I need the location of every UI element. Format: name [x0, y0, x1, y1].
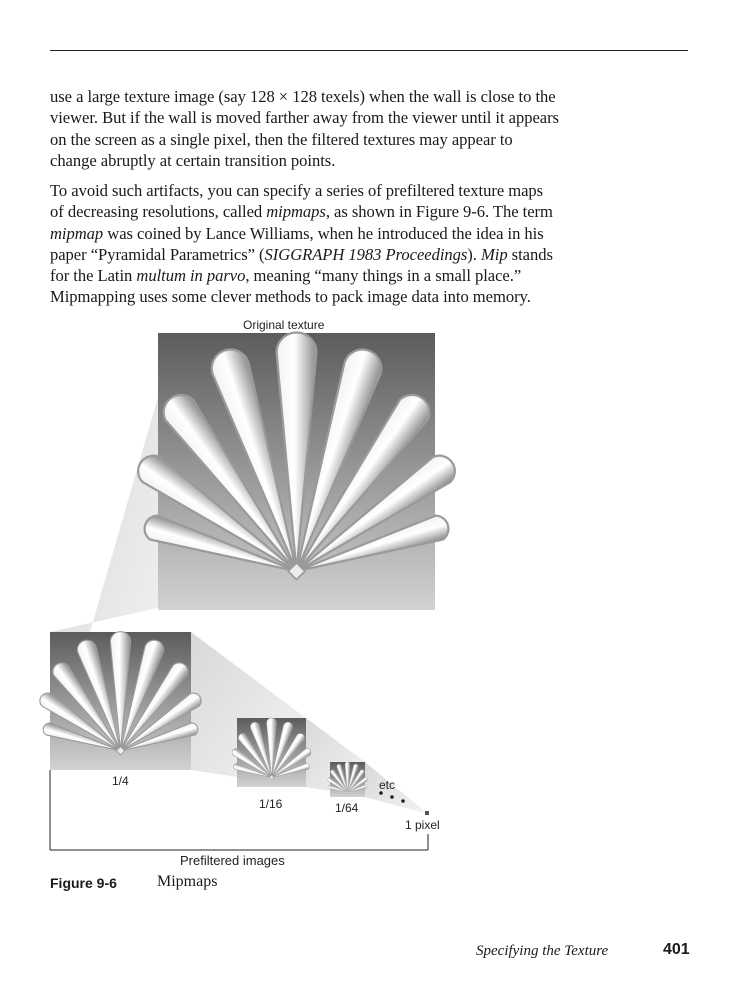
etc-dot — [390, 795, 394, 799]
paragraph-2-line: mipmap was coined by Lance Williams, when he introduced the idea in his — [50, 223, 544, 243]
latin-phrase: multum in parvo — [136, 266, 246, 286]
texture-level-1-4 — [37, 632, 204, 770]
etc-label: etc — [379, 778, 396, 792]
paragraph-2-line: Mipmapping uses some clever methods to pack image data into memory. — [50, 287, 531, 307]
level-label-1-64: 1/64 — [335, 801, 359, 815]
paragraph-2-line: paper “Pyramidal Parametrics” (SIGGRAPH 1983 Proceedings). Mip stands — [50, 244, 553, 264]
paragraph-1-line: change abruptly at certain transition points. — [50, 150, 336, 170]
paragraph-1-line: use a large texture image (say 128 × 128 texels) when the wall is close to the — [50, 87, 556, 106]
term-mipmaps: mipmaps — [266, 202, 326, 222]
one-pixel-label: 1 pixel — [405, 818, 440, 832]
original-texture-label: Original texture — [243, 318, 325, 332]
paragraph-1-line: viewer. But if the wall is moved farther away from the viewer until it appears — [50, 108, 559, 128]
level-label-1-16: 1/16 — [259, 797, 283, 811]
level-label-1-4: 1/4 — [112, 774, 129, 788]
publication-title: SIGGRAPH 1983 Proceedings — [264, 244, 468, 264]
paragraph-1-line: on the screen as a single pixel, then the filtered textures may appear to — [50, 129, 513, 149]
running-footer-title: Specifying the Texture — [476, 943, 609, 959]
term-mipmap: mipmap — [50, 223, 104, 243]
etc-dot — [401, 799, 405, 803]
paragraph-2-line: To avoid such artifacts, you can specify a series of prefiltered texture maps — [50, 181, 544, 200]
figure-caption: Mipmaps — [157, 873, 218, 890]
texture-level-1-64 — [327, 762, 369, 797]
texture-original — [132, 332, 461, 610]
paragraph-2-line: of decreasing resolutions, called mipmaps, as shown in Figure 9-6. The term — [50, 202, 553, 222]
term-mip: Mip — [480, 244, 508, 264]
figure-number: Figure 9-6 — [50, 875, 117, 891]
prefiltered-images-label: Prefiltered images — [180, 853, 285, 868]
page-number: 401 — [663, 941, 690, 958]
one-pixel-texture — [425, 811, 429, 815]
paragraph-2-line: for the Latin multum in parvo, meaning “many things in a small place.” — [50, 266, 522, 286]
wedge-to-one-pixel — [365, 762, 428, 814]
texture-level-1-16 — [231, 718, 313, 787]
